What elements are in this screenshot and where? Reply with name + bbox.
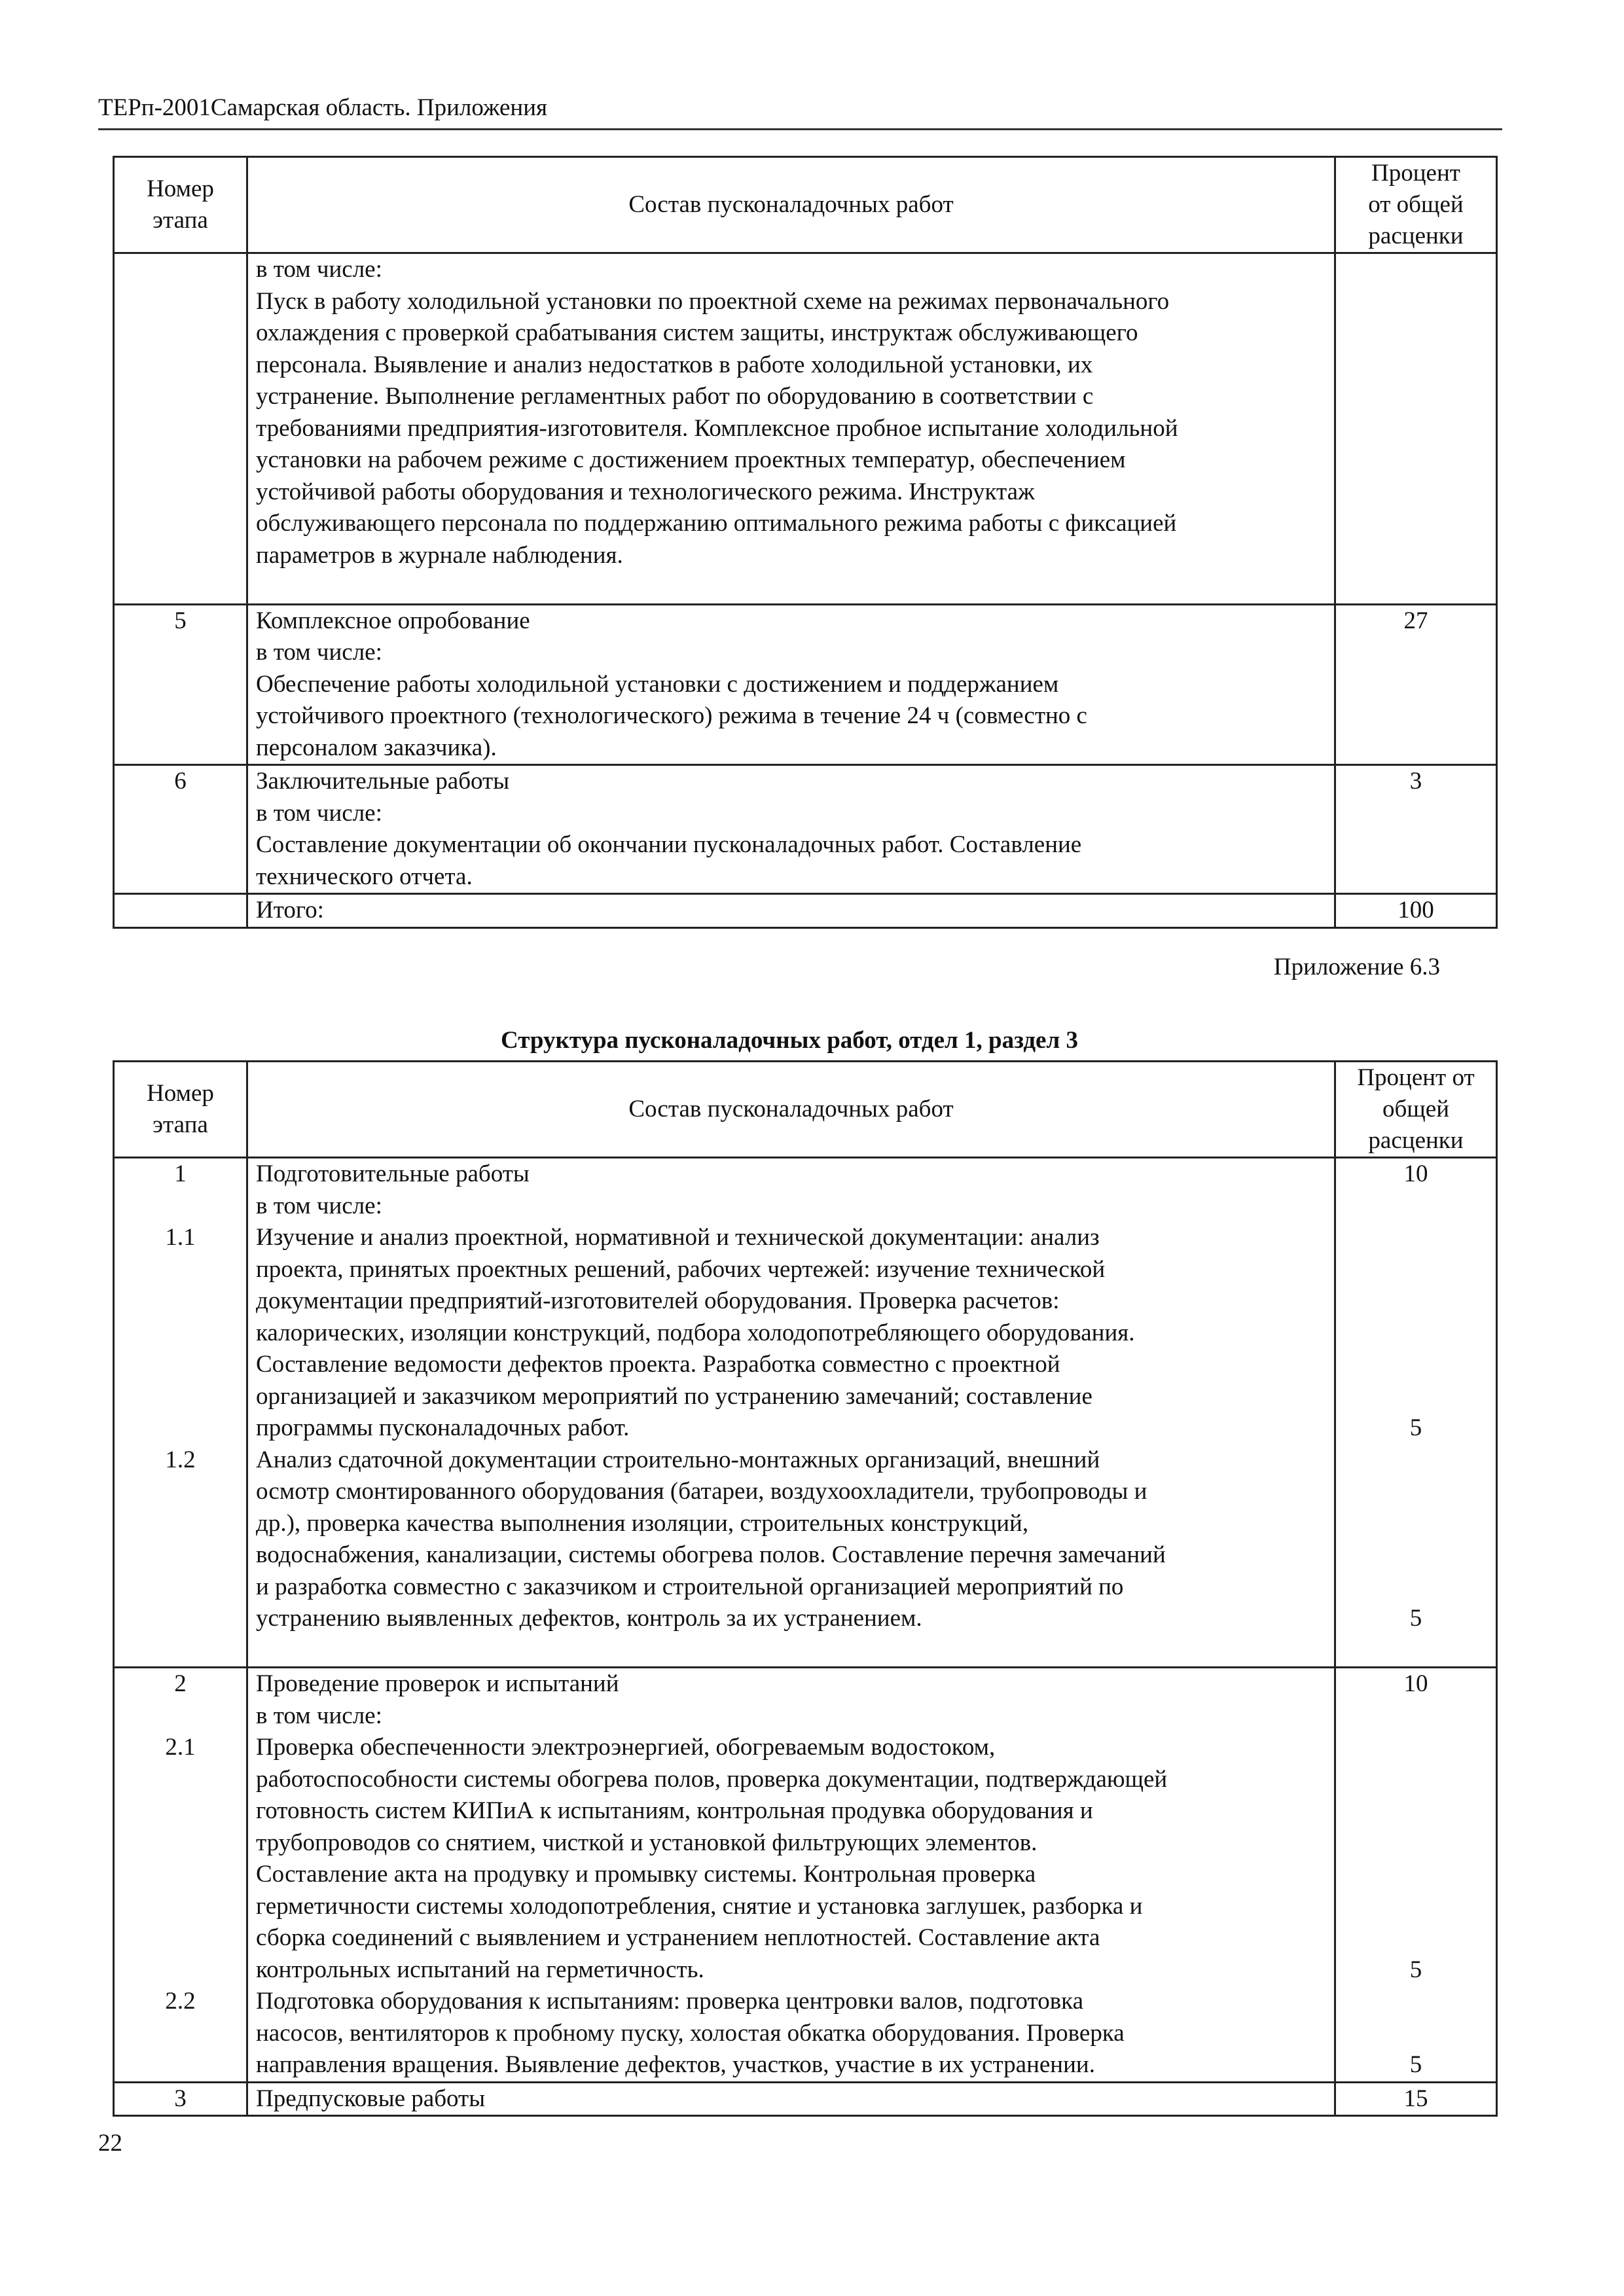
cell-line: Заключительные работы [256, 768, 510, 795]
cell-line: устранение. Выполнение регламентных работ по оборудованию в соответствии с [256, 383, 1094, 410]
table-row [114, 1158, 1497, 1668]
cell-line [122, 1827, 238, 1859]
cell-line [1344, 1922, 1488, 1954]
cell-line [1344, 1859, 1488, 1891]
table2-head-stage-number: Номер этапа [114, 1062, 247, 1158]
table-row [114, 253, 1497, 605]
stage-number-cell [114, 604, 247, 765]
cell-line [1344, 1732, 1488, 1764]
cell-line [122, 1412, 238, 1444]
cell-line [122, 1191, 238, 1223]
cell-line [1344, 1285, 1488, 1318]
cell-line: 2.1 [165, 1734, 196, 1761]
cell-line: Подготовка оборудования к испытаниям: проверка центровки валов, подготовка [256, 1988, 1083, 2015]
cell-line [1344, 1191, 1488, 1223]
table1-head-stage-number: Номер этапа [114, 157, 247, 253]
cell-line [1344, 1381, 1488, 1413]
cell-line [122, 2018, 238, 2050]
cell-line: Проверка обеспеченности электроэнергией, обогреваемым водостоком, [256, 1734, 996, 1761]
cell-line: и разработка совместно с заказчиком и строительной организацией мероприятий по [256, 1573, 1124, 1600]
cell-line: 5 [1409, 1956, 1422, 1983]
cell-line [122, 1285, 238, 1318]
table1-head-work-content: Состав пусконаладочных работ [247, 157, 1335, 253]
cell-line: документации предприятий-изготовителей оборудования. Проверка расчетов: [256, 1287, 1060, 1314]
cell-line [1344, 1827, 1488, 1859]
cell-line: Итого: [256, 897, 324, 924]
cell-line [1344, 1444, 1488, 1477]
cell-line: герметичности системы холодопотребления, снятие и установка заглушек, разборка и [256, 1892, 1143, 1920]
cell-line: 5 [1409, 2051, 1422, 2078]
table-caption: Структура пусконаладочных работ, отдел 1, раздел 3 [501, 1027, 1078, 1054]
cell-line [1344, 1254, 1488, 1286]
cell-line [122, 1891, 238, 1923]
cell-line: Обеспечение работы холодильной установки с достижением и поддержанием [256, 670, 1059, 698]
cell-line: 10 [1403, 1670, 1428, 1697]
percent-cell [1335, 253, 1497, 605]
running-header [98, 92, 1502, 130]
cell-line: 1.1 [165, 1224, 196, 1251]
cell-line: Изучение и анализ проектной, нормативной и технической документации: анализ [256, 1224, 1100, 1251]
cell-line: персонала. Выявление и анализ недостатков в работе холодильной установки, их [256, 351, 1093, 378]
table2-head-work-content: Состав пусконаладочных работ [247, 1062, 1335, 1158]
work-content-cell [247, 1158, 1335, 1668]
cell-line: охлаждения с проверкой срабатывания систем защиты, инструктаж обслуживающего [256, 319, 1138, 346]
percent-cell [1335, 604, 1497, 765]
work-content-cell [247, 1668, 1335, 2083]
cell-line [122, 895, 238, 927]
cell-line [1344, 1539, 1488, 1571]
cell-line: трубопроводов со снятием, чисткой и установкой фильтрующих элементов. [256, 1829, 1038, 1856]
cell-line [122, 1700, 238, 1732]
cell-line [122, 1254, 238, 1286]
cell-line: обслуживающего персонала по поддержанию оптимального режима работы с фиксацией [256, 510, 1177, 537]
percent-cell [1335, 1158, 1497, 1668]
stage-number-cell [114, 2082, 247, 2116]
cell-line: установки на рабочем режиме с достижением проектных температур, обеспечением [256, 446, 1126, 473]
cell-line [1344, 1222, 1488, 1254]
cell-line [1344, 1764, 1488, 1796]
appendix-label: Приложение 6.3 [1273, 954, 1440, 980]
cell-line: организацией и заказчиком мероприятий по устранению замечаний; составление [256, 1382, 1092, 1410]
cell-line: осмотр смонтированного оборудования (батареи, воздухоохладители, трубопроводы и [256, 1478, 1147, 1505]
table2-body [114, 1158, 1497, 2116]
cell-line: водоснабжения, канализации, системы обогрева полов. Составление перечня замечаний [256, 1541, 1166, 1568]
cell-line: 5 [1409, 1605, 1422, 1632]
cell-line: 3 [174, 2085, 187, 2112]
work-content-cell [247, 604, 1335, 765]
cell-line: 5 [1409, 1414, 1422, 1441]
cell-line [1344, 1318, 1488, 1350]
cell-line: направления вращения. Выявление дефектов, участков, участие в их устранении. [256, 2051, 1095, 2078]
cell-line [122, 1603, 238, 1635]
cell-line [1344, 1476, 1488, 1508]
cell-line: Анализ сдаточной документации строительно-монтажных организаций, внешний [256, 1446, 1100, 1473]
table-row [114, 765, 1497, 894]
percent-cell [1335, 765, 1497, 894]
cell-line: технического отчета. [256, 863, 473, 890]
table2-header-row [114, 1062, 1497, 1158]
work-content-cell [247, 253, 1335, 605]
cell-line [122, 1508, 238, 1540]
cell-line: в том числе: [256, 799, 382, 827]
table-stages-section3 [113, 1060, 1498, 2117]
cell-line: 2.2 [165, 1988, 196, 2015]
percent-cell [1335, 894, 1497, 928]
table-row [114, 2082, 1497, 2116]
table1-head-percent: Процент от общей расценки [1335, 157, 1497, 253]
cell-line [1344, 1508, 1488, 1540]
cell-line [1344, 1349, 1488, 1381]
cell-line [122, 1764, 238, 1796]
cell-line [1344, 1986, 1488, 2018]
table-row [114, 604, 1497, 765]
cell-line [122, 1539, 238, 1571]
cell-line [122, 2049, 238, 2081]
table-row [114, 894, 1497, 928]
cell-line: в том числе: [256, 639, 382, 666]
cell-line: готовность систем КИПиА к испытаниям, контрольная продувка оборудования и [256, 1797, 1093, 1824]
cell-line: Предпусковые работы [256, 2085, 486, 2112]
table-row [114, 1668, 1497, 2083]
table1-body [114, 253, 1497, 928]
percent-cell [1335, 1668, 1497, 2083]
cell-line: требованиями предприятия-изготовителя. Комплексное пробное испытание холодильной [256, 414, 1178, 442]
cell-line [1344, 1795, 1488, 1827]
cell-line: устойчивой работы оборудования и технологического режима. Инструктаж [256, 478, 1035, 505]
cell-line [1344, 1571, 1488, 1604]
cell-line: в том числе: [256, 256, 382, 283]
cell-line [122, 1859, 238, 1891]
cell-line: Подготовительные работы [256, 1160, 530, 1187]
cell-line: программы пусконаладочных работ. [256, 1414, 630, 1441]
cell-line: в том числе: [256, 1192, 382, 1219]
stage-number-cell [114, 894, 247, 928]
percent-cell [1335, 2082, 1497, 2116]
cell-line: контрольных испытаний на герметичность. [256, 1956, 704, 1983]
cell-line: 100 [1398, 897, 1434, 924]
stage-number-cell [114, 1668, 247, 2083]
cell-line: 27 [1403, 607, 1428, 634]
cell-line: 3 [1409, 768, 1422, 795]
cell-line [122, 1954, 238, 1986]
cell-line: устойчивого проектного (технологического) режима в течение 24 ч (совместно с [256, 702, 1087, 729]
table1-header-row [114, 157, 1497, 253]
cell-line [122, 254, 238, 286]
cell-line [1344, 254, 1488, 286]
cell-line: насосов, вентиляторов к пробному пуску, холостая обкатка оборудования. Проверка [256, 2019, 1125, 2047]
cell-line [122, 1476, 238, 1508]
cell-line: персоналом заказчика). [256, 734, 497, 761]
cell-line [122, 1571, 238, 1604]
cell-line [122, 1635, 238, 1667]
cell-line: 2 [174, 1670, 187, 1697]
cell-line [1344, 1891, 1488, 1923]
cell-line: Пуск в работу холодильной установки по проектной схеме на режимах первоначального [256, 287, 1170, 315]
cell-line: устранению выявленных дефектов, контроль за их устранением. [256, 1605, 922, 1632]
cell-line [122, 1381, 238, 1413]
page-number: 22 [98, 2130, 122, 2157]
cell-line [122, 1922, 238, 1954]
table-stages-continued [113, 156, 1498, 929]
cell-line: в том числе: [256, 1702, 382, 1729]
cell-line: Составление документации об окончании пусконаладочных работ. Составление [256, 831, 1082, 858]
cell-line: др.), проверка качества выполнения изоляции, строительных конструкций, [256, 1509, 1029, 1537]
cell-line: Составление ведомости дефектов проекта. Разработка совместно с проектной [256, 1351, 1060, 1378]
cell-line [256, 571, 1326, 603]
table2-head-percent: Процент от общей расценки [1335, 1062, 1497, 1158]
cell-line: параметров в журнале наблюдения. [256, 541, 623, 569]
cell-line: 1 [174, 1160, 187, 1187]
work-content-cell [247, 894, 1335, 928]
cell-line: Комплексное опробование [256, 607, 530, 634]
cell-line: 10 [1403, 1160, 1428, 1187]
cell-line [1344, 2018, 1488, 2050]
stage-number-cell [114, 253, 247, 605]
cell-line: Составление акта на продувку и промывку системы. Контрольная проверка [256, 1861, 1036, 1888]
cell-line: 1.2 [165, 1446, 196, 1473]
stage-number-cell [114, 765, 247, 894]
cell-line [122, 1318, 238, 1350]
cell-line [122, 1349, 238, 1381]
cell-line: 6 [174, 768, 187, 795]
cell-line: 15 [1403, 2085, 1428, 2112]
work-content-cell [247, 765, 1335, 894]
stage-number-cell [114, 1158, 247, 1668]
work-content-cell [247, 2082, 1335, 2116]
cell-line: проекта, принятых проектных решений, рабочих чертежей: изучение технической [256, 1255, 1106, 1283]
cell-line: 5 [174, 607, 187, 634]
cell-line [1344, 1700, 1488, 1732]
header-title: ТЕРп-2001Самарская область. Приложения [98, 94, 548, 121]
cell-line: калорических, изоляции конструкций, подбора холодопотребляющего оборудования. [256, 1319, 1135, 1346]
cell-line [122, 1795, 238, 1827]
cell-line: работоспособности системы обогрева полов, проверка документации, подтверждающей [256, 1765, 1168, 1793]
cell-line: сборка соединений с выявлением и устранением неплотностей. Составление акта [256, 1924, 1100, 1951]
cell-line: Проведение проверок и испытаний [256, 1670, 619, 1697]
